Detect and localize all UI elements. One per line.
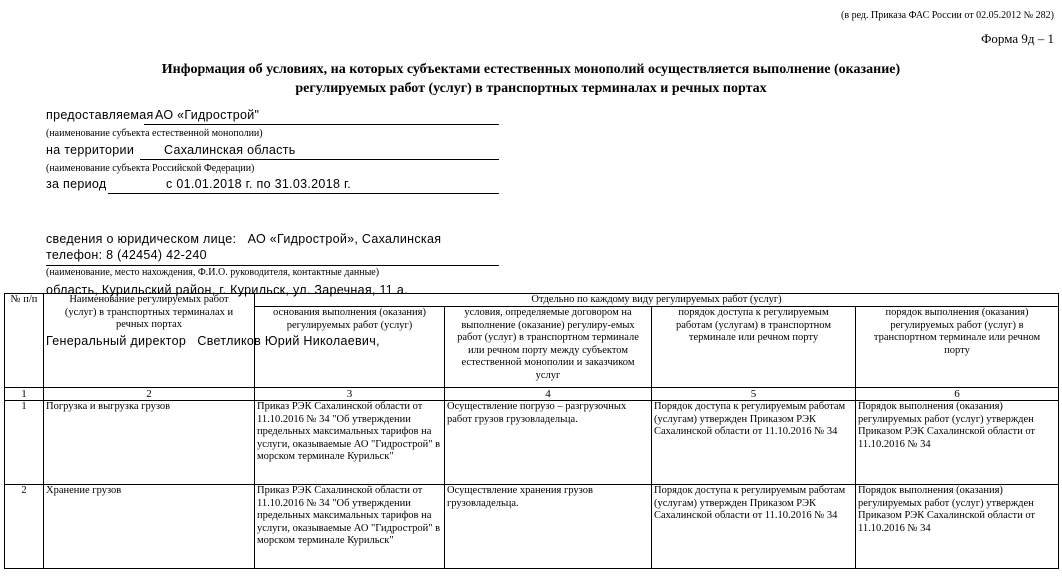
- document-title: [0, 60, 1062, 98]
- title-line-2: регулируемых работ (услуг) в транспортных терминалах и речных портах: [295, 81, 767, 96]
- row-procedure: Порядок выполнения (оказания) регулируемых работ (услуг) утвержден Приказом РЭК Сахалинской области от 11.10.2016 № 34: [856, 485, 1059, 569]
- header-basis: основания выполнения (оказания) регулируемых работ (услуг): [255, 307, 445, 388]
- row-procedure: Порядок выполнения (оказания) регулируемых работ (услуг) утвержден Приказом РЭК Сахалинской области от 11.10.2016 № 34: [856, 401, 1059, 485]
- period-value: с 01.01.2018 г. по 31.03.2018 г.: [108, 177, 499, 194]
- col-index: 6: [856, 388, 1059, 401]
- row-conditions: Осуществление хранения грузов грузовладельца.: [445, 485, 652, 569]
- header-access: порядок доступа к регулируемым работам (услугам) в транспортном терминале или речном порту: [652, 307, 856, 388]
- header-conditions: условия, определяемые договором на выполнение (оказание) регулиру-емых работ (услуг) в транспортном терминале или речном порту между субъектом естественной монополии и заказчиком услуг: [445, 307, 652, 388]
- row-name: Хранение грузов: [44, 485, 255, 569]
- row-basis: Приказ РЭК Сахалинской области от 11.10.2016 № 34 "Об утверждении предельных максимальных тарифов на услуги, оказываемые АО "Гидрострой" в морском терминале Курильск": [255, 401, 445, 485]
- header-num: № п/п: [5, 294, 44, 388]
- legal-caption: (наименование, место нахождения, Ф.И.О. руководителя, контактные данные): [46, 267, 380, 278]
- table-header-row: [5, 294, 1059, 307]
- territory-label: на территории: [46, 143, 135, 157]
- col-index: 3: [255, 388, 445, 401]
- col-index: 5: [652, 388, 856, 401]
- legal-line-3: Генеральный директор Светликов Юрий Николаевич,: [46, 334, 380, 348]
- legal-line-2: область, Курильский район, г. Курильск, ул. Заречная, 11 а.: [46, 283, 408, 297]
- provided-label: предоставляемая: [46, 108, 154, 122]
- column-index-row: [5, 388, 1059, 401]
- form-number: Форма 9д – 1: [981, 31, 1054, 46]
- provided-caption: (наименование субъекта естественной монополии): [46, 128, 263, 139]
- territory-value: Сахалинская область: [140, 143, 499, 160]
- table-row: [5, 401, 1059, 485]
- row-access: Порядок доступа к регулируемым работам (услугам) утвержден Приказом РЭК Сахалинской области от 11.10.2016 № 34: [652, 485, 856, 569]
- col-index: 1: [5, 388, 44, 401]
- col-index: 4: [445, 388, 652, 401]
- legal-line-1: сведения о юридическом лице: АО «Гидрострой», Сахалинская: [46, 232, 442, 246]
- header-group: Отдельно по каждому виду регулируемых работ (услуг): [255, 294, 1059, 307]
- header-name: Наименование регулируемых работ (услуг) в транспортных терминалах и речных портах: [44, 294, 255, 388]
- provided-value: АО «Гидрострой": [144, 108, 499, 125]
- legal-line-4: телефон: 8 (42454) 42-240: [46, 248, 499, 266]
- row-conditions: Осуществление погрузо – разгрузочных работ грузов грузовладельца.: [445, 401, 652, 485]
- row-basis: Приказ РЭК Сахалинской области от 11.10.2016 № 34 "Об утверждении предельных максимальных тарифов на услуги, оказываемые АО "Гидрострой" в морском терминале Курильск": [255, 485, 445, 569]
- period-label: за период: [46, 177, 107, 191]
- title-line-1: Информация об условиях, на которых субъектами естественных монополий осуществляется выполнение (оказание): [161, 62, 901, 77]
- row-access: Порядок доступа к регулируемым работам (услугам) утвержден Приказом РЭК Сахалинской области от 11.10.2016 № 34: [652, 401, 856, 485]
- territory-caption: (наименование субъекта Российской Федерации): [46, 163, 255, 174]
- row-num: 1: [5, 401, 44, 485]
- row-name: Погрузка и выгрузка грузов: [44, 401, 255, 485]
- header-procedure: порядок выполнения (оказания) регулируемых работ (услуг) в транспортном терминале или речном порту: [856, 307, 1059, 388]
- services-table: [4, 293, 1059, 569]
- table-row: [5, 485, 1059, 569]
- edition-note: (в ред. Приказа ФАС России от 02.05.2012 № 282): [841, 10, 1054, 21]
- col-index: 2: [44, 388, 255, 401]
- row-num: 2: [5, 485, 44, 569]
